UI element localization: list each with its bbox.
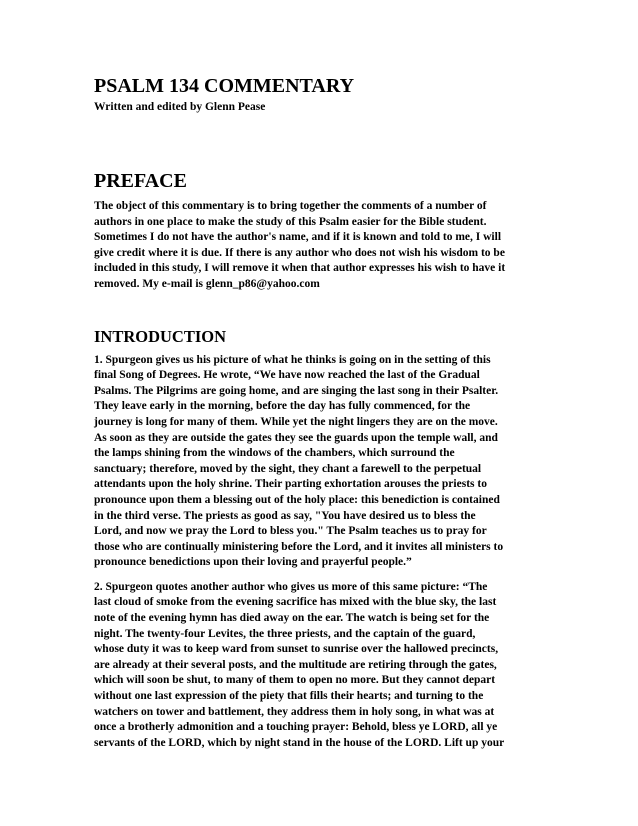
introduction-heading: INTRODUCTION xyxy=(94,326,227,346)
document-title: PSALM 134 COMMENTARY xyxy=(94,75,355,97)
paragraph-line: pronounce benedictions upon their loving and prayerful people.” xyxy=(94,556,412,569)
paragraph-line: journey is long for many of them. While yet the night lingers they are on the move. xyxy=(94,415,498,428)
paragraph-line: attendants upon the holy shrine. Their parting exhortation arouses the priests to xyxy=(94,478,487,491)
preface-line: removed. My e-mail is glenn_p86@yahoo.com xyxy=(94,277,320,290)
paragraph-line: whose duty it was to keep ward from sunset to sunrise over the hallowed precincts, xyxy=(94,643,499,656)
paragraph-spacer xyxy=(94,571,554,580)
paragraph-line: 1. Spurgeon gives us his picture of what he thinks is going on in the setting of this xyxy=(94,353,491,366)
preface-line: give credit where it is due. If there is any author who does not wish his wisdom to be xyxy=(94,246,505,259)
paragraph-line: watchers on tower and battlement, they address them in holy song, in what was at xyxy=(94,705,495,718)
paragraph-line: last cloud of smoke from the evening sacrifice has mixed with the blue sky, the last xyxy=(94,596,497,609)
paragraph-line: are already at their several posts, and the multitude are retiring through the gates, xyxy=(94,658,497,671)
preface-line: Sometimes I do not have the author's name, and if it is known and told to me, I will xyxy=(94,231,502,244)
preface-line: authors in one place to make the study of this Psalm easier for the Bible student. xyxy=(94,215,487,228)
paragraph-line: which will soon be shut, to many of them to open no more. But they cannot depart xyxy=(94,674,496,687)
preface-paragraph xyxy=(94,199,554,293)
introduction-paragraph-1 xyxy=(94,353,554,571)
paragraph-line: the lamps shining from the windows of the chambers, which surround the xyxy=(94,447,455,460)
paragraph-line: 2. Spurgeon quotes another author who gives us more of this same picture: “The xyxy=(94,580,488,593)
paragraph-line: night. The twenty-four Levites, the three priests, and the captain of the guard, xyxy=(94,627,476,640)
preface-line: included in this study, I will remove it when that author expresses his wish to have it xyxy=(94,262,506,275)
document-byline: Written and edited by Glenn Pease xyxy=(94,101,266,113)
introduction-paragraph-2 xyxy=(94,580,554,752)
paragraph-line: Lord, and now we pray the Lord to bless you." The Psalm teaches us to pray for xyxy=(94,525,487,538)
paragraph-line: note of the evening hymn has died away on the ear. The watch is being set for the xyxy=(94,612,490,625)
paragraph-line: in the third verse. The priests as good as say, "You have desired us to bless the xyxy=(94,509,476,522)
paragraph-line: without one last expression of the piety that fills their hearts; and turning to the xyxy=(94,690,484,703)
paragraph-line: final Song of Degrees. He wrote, “We have now reached the last of the Gradual xyxy=(94,369,480,382)
paragraph-line: pronounce upon them a blessing out of the holy place: this benediction is contained xyxy=(94,493,500,506)
paragraph-line: once a brotherly admonition and a touching prayer: Behold, bless ye LORD, all ye xyxy=(94,721,498,734)
document-page xyxy=(94,74,554,751)
paragraph-line: They leave early in the morning, before the day has fully commenced, for the xyxy=(94,400,471,413)
preface-heading: PREFACE xyxy=(94,170,187,192)
paragraph-line: sanctuary; therefore, moved by the sight, they chant a farewell to the perpetual xyxy=(94,462,482,475)
paragraph-line: As soon as they are outside the gates they see the guards upon the temple wall, and xyxy=(94,431,498,444)
preface-line: The object of this commentary is to bring together the comments of a number of xyxy=(94,200,487,212)
paragraph-line: servants of the LORD, which by night stand in the house of the LORD. Lift up your xyxy=(94,736,505,749)
paragraph-line: those who are continually ministering before the Lord, and it invites all ministers to xyxy=(94,540,504,553)
paragraph-line: Psalms. The Pilgrims are going home, and are singing the last song in their Psalter. xyxy=(94,384,499,397)
